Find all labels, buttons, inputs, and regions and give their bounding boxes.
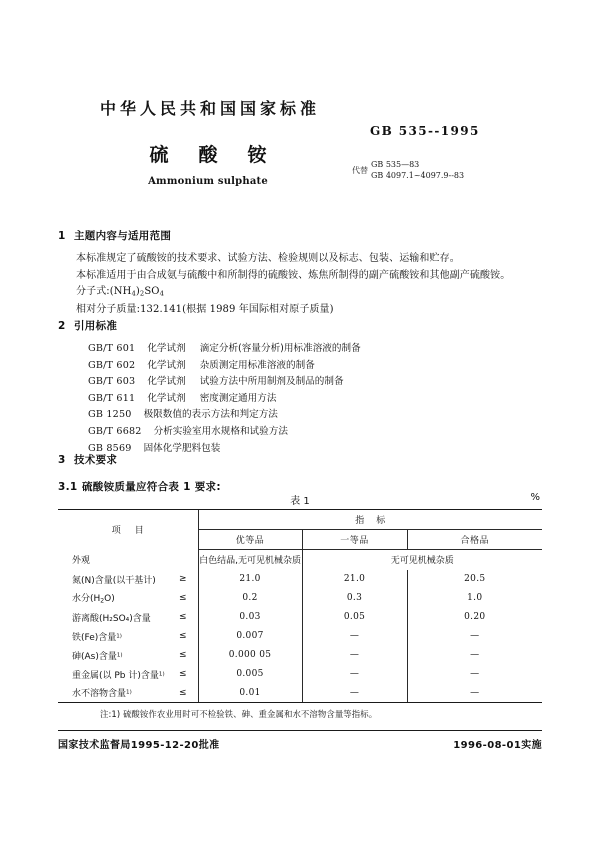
- section-2-number: 2: [58, 320, 66, 332]
- value-first: —: [302, 646, 407, 665]
- molecular-mass-line: [58, 302, 542, 319]
- moisture-sub: 2: [100, 597, 105, 605]
- reference-desc: 杂质测定用标准溶液的制备: [199, 359, 315, 371]
- table-row: [58, 589, 542, 608]
- scope-paragraph-2: 本标准适用于由合成氨与硫酸中和所制得的硫酸铵、炼焦所制得的副产硫酸铵和其他副产硫酸铵。: [76, 269, 511, 281]
- reference-list: [58, 341, 542, 457]
- value-premium: 0.2: [198, 589, 302, 608]
- section-scope: [58, 228, 542, 318]
- reference-desc: 固体化学肥料包装: [143, 442, 221, 454]
- molecular-formula-line: [58, 284, 542, 302]
- section-3-1-number: 3.1: [58, 481, 78, 493]
- row-label-free-acid: 游离酸(H₂SO₄)含量: [72, 613, 151, 624]
- section-normative-references: [58, 318, 542, 457]
- reference-code: GB 8569: [88, 442, 132, 454]
- row-label-appearance: 外观: [72, 556, 91, 566]
- page-footer: [58, 730, 542, 751]
- replaces-list: [371, 160, 464, 182]
- reference-code: GB/T 602: [88, 359, 136, 371]
- reference-code: GB/T 603: [88, 376, 136, 388]
- heavy-metals-label: 重金属(以 Pb 计)含量: [72, 670, 159, 681]
- reference-desc: 试验方法中所用制剂及制品的制备: [199, 376, 344, 388]
- row-symbol-nitrogen: ≥: [178, 574, 187, 584]
- reference-name: 化学试剂: [147, 376, 186, 388]
- appearance-premium: 白色结晶,无可见机械杂质: [198, 550, 302, 570]
- row-label-nitrogen: 氮(N)含量(以干基计): [72, 575, 156, 586]
- iron-footnote-marker: 1): [116, 633, 122, 639]
- formula-sub-1: 4: [131, 289, 136, 298]
- appearance-others: 无可见机械杂质: [302, 550, 542, 570]
- value-first: 21.0: [302, 570, 407, 589]
- list-item: [88, 424, 542, 441]
- value-qualified: 0.20: [407, 608, 542, 627]
- replaces-line-1: GB 535—83: [371, 160, 420, 169]
- reference-desc: 密度测定通用方法: [199, 392, 277, 404]
- reference-code: GB/T 601: [88, 343, 136, 354]
- formula-sub-3: 4: [159, 289, 165, 298]
- arsenic-footnote-marker: 1): [116, 652, 123, 658]
- section-3-title: 技术要求: [74, 454, 118, 466]
- water-insoluble-footnote-marker: 1): [126, 689, 132, 696]
- list-item: [88, 407, 542, 424]
- molecular-formula-value: [110, 286, 164, 297]
- section-1-title: 主题内容与适用范围: [74, 230, 172, 242]
- section-2-heading: [58, 318, 542, 333]
- value-first: 0.3: [302, 589, 407, 608]
- water-insoluble-label: 水不溶物含量: [72, 689, 127, 700]
- molecular-mass-value: 132.141(根据 1989 年国际相对原子质量): [140, 303, 334, 315]
- spec-table: [58, 509, 542, 703]
- header-grade-premium: 优等品: [198, 530, 302, 550]
- table-caption-row: [58, 492, 542, 507]
- scope-paragraph-1: 本标准规定了硫酸铵的技术要求、试验方法、检验规则以及标志、包装、运输和贮存。: [76, 253, 460, 264]
- row-symbol-arsenic: ≤: [178, 650, 187, 660]
- formula-part-a: (NH: [109, 286, 132, 297]
- section-1-heading: [58, 228, 542, 243]
- molecular-mass-label: 相对分子质量:: [76, 303, 141, 315]
- value-first: —: [302, 665, 407, 684]
- reference-desc: 滴定分析(容量分析)用标准溶液的制备: [199, 343, 361, 354]
- value-qualified: —: [407, 646, 542, 665]
- value-first: —: [302, 684, 407, 703]
- row-label-water-insoluble: [58, 684, 176, 703]
- header-grade-first: 一等品: [302, 530, 407, 550]
- header-index: 指标: [198, 510, 542, 530]
- table-row: [58, 646, 542, 665]
- table-header-row-1: [58, 510, 542, 530]
- section-3-number: 3: [58, 454, 66, 466]
- row-symbol-free-acid: ≤: [178, 612, 187, 622]
- standard-number: GB 535--1995: [370, 124, 480, 138]
- molecular-formula-label: 分子式:: [76, 286, 110, 297]
- list-item: [88, 341, 542, 358]
- document-title-cn: 硫酸铵: [149, 144, 297, 166]
- section-3-1-title: 硫酸铵质量应符合表 1 要求:: [82, 481, 221, 493]
- row-label-arsenic: [58, 646, 176, 665]
- footer-approval: 国家技术监督局1995-12-20批准: [58, 740, 220, 751]
- footer-effective-date: 1996-08-01实施: [453, 740, 542, 751]
- value-premium: 21.0: [198, 570, 302, 589]
- replaces-line-2: GB 4097.1~4097.9--83: [371, 170, 465, 180]
- row-symbol-heavy-metals: ≤: [178, 669, 187, 679]
- value-qualified: —: [407, 627, 542, 646]
- value-premium: 0.01: [198, 684, 302, 703]
- row-symbol-water-insoluble: ≤: [176, 684, 198, 703]
- table-row: [58, 627, 542, 646]
- replaces-block: [352, 160, 542, 182]
- replaces-label: 代替: [352, 166, 368, 176]
- arsenic-label: 砷(As)含量: [72, 651, 117, 662]
- reference-name: 化学试剂: [147, 392, 186, 404]
- reference-code: GB 1250: [88, 409, 132, 421]
- reference-desc: 分析实验室用水规格和试验方法: [153, 425, 288, 437]
- spec-table-block: [58, 492, 542, 720]
- value-first: —: [302, 627, 407, 646]
- table-footnote: 注:1) 硫酸铵作农业用时可不检验铁、砷、重金属和水不溶物含量等指标。: [100, 709, 378, 719]
- table-row: [58, 684, 542, 703]
- reference-code: GB/T 611: [88, 392, 136, 404]
- table-row: [58, 570, 542, 589]
- value-premium: 0.000 05: [198, 646, 302, 665]
- list-item: [88, 358, 542, 375]
- heavy-metals-footnote-marker: 1): [158, 671, 165, 677]
- row-label-moisture: [58, 589, 176, 608]
- document-title-en: Ammonium sulphate: [148, 176, 268, 187]
- value-first: 0.05: [302, 608, 407, 627]
- section-1-number: 1: [58, 230, 66, 242]
- table-row: [58, 665, 542, 684]
- value-qualified: —: [407, 684, 542, 703]
- reference-name: 化学试剂: [147, 359, 186, 371]
- moisture-label-b: O): [104, 594, 115, 605]
- formula-sub-2: 2: [139, 289, 145, 298]
- value-qualified: 20.5: [407, 570, 542, 589]
- section-2-title: 引用标准: [74, 320, 118, 332]
- formula-part-c: SO: [144, 286, 160, 297]
- reference-code: GB/T 6682: [88, 425, 142, 437]
- header-item: 项目: [58, 510, 198, 550]
- row-symbol-iron: ≤: [178, 631, 187, 641]
- table-unit: %: [530, 492, 540, 503]
- standard-number-block: [352, 124, 542, 182]
- list-item: [88, 374, 542, 391]
- row-label-heavy-metals: [58, 665, 176, 684]
- moisture-label-a: 水分(H: [72, 594, 101, 605]
- reference-name: 化学试剂: [147, 343, 186, 354]
- value-premium: 0.03: [198, 608, 302, 627]
- national-standard-label: 中华人民共和国国家标准: [100, 99, 321, 118]
- footer-row: [58, 736, 542, 751]
- table-row: [58, 550, 542, 570]
- value-qualified: 1.0: [407, 589, 542, 608]
- iron-label: 铁(Fe)含量: [72, 632, 117, 643]
- table-row: [58, 608, 542, 627]
- value-qualified: —: [407, 665, 542, 684]
- row-label-iron: [58, 627, 176, 646]
- value-premium: 0.005: [198, 665, 302, 684]
- masthead: [58, 96, 542, 187]
- formula-part-b: ): [135, 286, 140, 297]
- table-caption: 表 1: [290, 496, 310, 507]
- value-premium: 0.007: [198, 627, 302, 646]
- section-3-heading: [58, 452, 542, 467]
- footer-divider: [58, 730, 542, 731]
- row-symbol-moisture: ≤: [178, 593, 187, 603]
- list-item: [88, 391, 542, 408]
- reference-desc: 极限数值的表示方法和判定方法: [143, 409, 278, 421]
- header-grade-qualified: 合格品: [407, 530, 542, 550]
- title-block: [58, 140, 358, 187]
